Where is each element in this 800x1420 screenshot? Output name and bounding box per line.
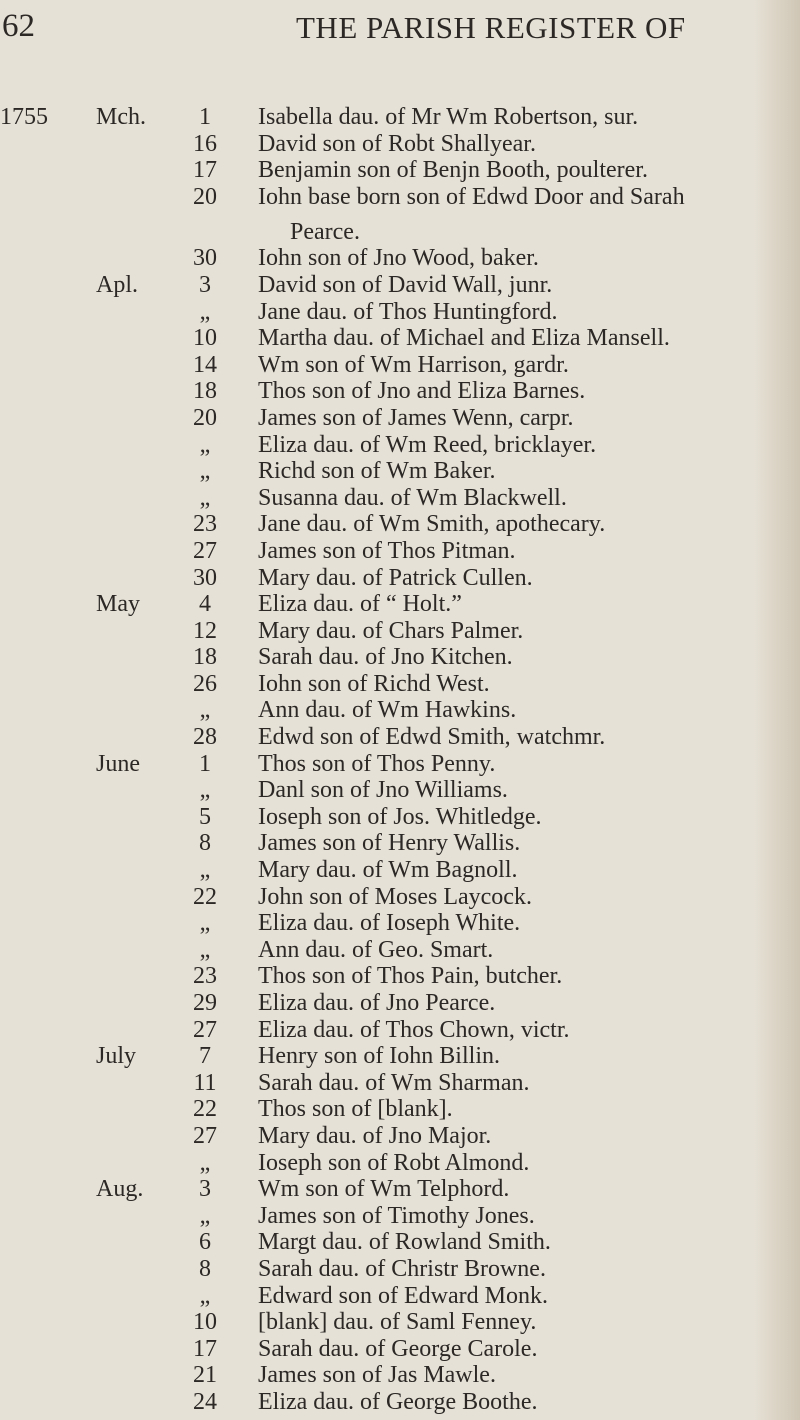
entry-day: 10 [193, 1309, 217, 1336]
register-entry [0, 565, 780, 592]
entry-text: Jane dau. of Thos Huntingford. [258, 298, 558, 325]
entry-day: 18 [193, 644, 217, 671]
entry-text: Susanna dau. of Wm Blackwell. [258, 484, 567, 511]
entry-text: Eliza dau. of “ Holt.” [258, 591, 462, 618]
entry-text: Pearce. [290, 218, 360, 245]
running-title: THE PARISH REGISTER OF [296, 10, 686, 45]
entry-day: 18 [193, 378, 217, 405]
entry-month: Apl. [96, 271, 138, 298]
entry-month: July [96, 1043, 137, 1070]
register-entry [0, 671, 780, 698]
entry-day: 4 [199, 591, 211, 618]
entry-text: Ioseph son of Robt Almond. [258, 1149, 530, 1176]
register-entry [0, 1336, 780, 1363]
register-entry [0, 405, 780, 432]
register-entry [0, 157, 780, 184]
register-entry [0, 1043, 780, 1070]
register-entry [0, 352, 780, 379]
entry-text: Ioseph son of Jos. Whitledge. [258, 803, 542, 830]
register-entry [0, 1309, 780, 1336]
register-entry [0, 485, 780, 512]
register-entry [0, 458, 780, 485]
entry-day: „ [199, 431, 211, 458]
entry-text: Mary dau. of Chars Palmer. [258, 617, 524, 644]
entry-text: James son of Timothy Jones. [258, 1202, 535, 1229]
register-entry [0, 131, 780, 158]
register-entry [0, 618, 780, 645]
entry-day: 1 [199, 104, 211, 130]
entry-month: Mch. [96, 104, 146, 130]
register-entry [0, 830, 780, 857]
entry-text: Martha dau. of Michael and Eliza Mansell. [258, 325, 670, 352]
entry-day: 26 [193, 670, 217, 697]
entry-day: 10 [193, 325, 217, 352]
entry-day: 17 [193, 157, 217, 184]
entry-day: „ [199, 458, 211, 485]
register-entry [0, 538, 780, 565]
entry-text: James son of Henry Wallis. [258, 830, 521, 857]
register-entry [0, 299, 780, 326]
register-entry [0, 777, 780, 804]
entry-day: 12 [193, 617, 217, 644]
entry-day: 22 [193, 883, 217, 910]
entry-day: 27 [193, 537, 217, 564]
entry-day: 22 [193, 1096, 217, 1123]
entry-day: „ [199, 936, 211, 963]
register-entry [0, 751, 780, 778]
entry-text: Danl son of Jno Williams. [258, 777, 508, 804]
entry-text: Richd son of Wm Baker. [258, 458, 496, 485]
entry-text: Jane dau. of Wm Smith, apothecary. [258, 511, 606, 538]
entry-text: Iohn son of Richd West. [258, 670, 490, 697]
register-entry [0, 804, 780, 831]
entry-day: „ [199, 1202, 211, 1229]
entry-text: James son of Jas Mawle. [258, 1362, 496, 1389]
entry-day: 29 [193, 990, 217, 1016]
register-entry [0, 937, 780, 964]
entry-text: Eliza dau. of George Boothe. [258, 1388, 538, 1415]
register-entry [0, 990, 780, 1017]
entry-text: Ann dau. of Wm Hawkins. [258, 697, 517, 724]
entry-day: „ [199, 298, 211, 325]
entry-day: 21 [193, 1362, 217, 1389]
register-entry [0, 325, 780, 352]
entry-text: Thos son of Thos Penny. [258, 750, 496, 777]
register-entry [0, 432, 780, 459]
entry-day: 27 [193, 1016, 217, 1043]
entry-day: 30 [193, 245, 217, 272]
register-entry [0, 644, 780, 671]
entry-day: 30 [193, 564, 217, 591]
register-entry [0, 1096, 780, 1123]
entry-day: „ [199, 1149, 211, 1176]
entry-text: Iohn base born son of Edwd Door and Sarah [258, 183, 685, 210]
entry-text: Margt dau. of Rowland Smith. [258, 1229, 551, 1256]
register-entry [0, 272, 780, 299]
entry-day: 16 [193, 130, 217, 157]
entry-day: 11 [193, 1069, 217, 1096]
entry-day: 23 [193, 511, 217, 538]
entry-text: Benjamin son of Benjn Booth, poulterer. [258, 157, 648, 184]
entry-text: Edwd son of Edwd Smith, watchmr. [258, 724, 606, 751]
entry-day: „ [199, 857, 211, 884]
entry-day: 27 [193, 1122, 217, 1149]
entry-text: James son of James Wenn, carpr. [258, 404, 574, 431]
entry-text: David son of David Wall, junr. [258, 271, 553, 298]
entry-day: 23 [193, 963, 217, 990]
entry-day: 1 [199, 750, 211, 777]
entry-text: James son of Thos Pitman. [258, 537, 516, 564]
entry-day: 7 [199, 1043, 211, 1070]
entry-text: Henry son of Iohn Billin. [258, 1043, 500, 1070]
register-entry [0, 1070, 780, 1097]
entry-day: 3 [199, 271, 211, 298]
entry-text: Edward son of Edward Monk. [258, 1282, 548, 1309]
entry-day: 20 [193, 404, 217, 431]
entry-day: 8 [199, 1255, 211, 1282]
entry-year: 1755 [0, 104, 48, 130]
entry-text: Eliza dau. of Ioseph White. [258, 910, 521, 937]
entry-text: Eliza dau. of Thos Chown, victr. [258, 1016, 570, 1043]
entry-day: 24 [193, 1388, 217, 1415]
register-entries [0, 104, 780, 1416]
entry-day: „ [199, 484, 211, 511]
register-entry [0, 104, 780, 131]
entry-text: Mary dau. of Jno Major. [258, 1122, 492, 1149]
entry-text: [blank] dau. of Saml Fenney. [258, 1309, 537, 1336]
register-entry [0, 1362, 780, 1389]
register-entry [0, 378, 780, 405]
entry-text: Sarah dau. of George Carole. [258, 1335, 538, 1362]
register-entry [0, 1150, 780, 1177]
register-entry [0, 1017, 780, 1044]
register-entry [0, 219, 780, 246]
entry-text: Iohn son of Jno Wood, baker. [258, 245, 539, 272]
entry-text: Thos son of [blank]. [258, 1096, 453, 1123]
entry-day: 8 [199, 830, 211, 857]
register-entry [0, 1389, 780, 1416]
entry-text: John son of Moses Laycock. [258, 883, 532, 910]
register-entry [0, 1229, 780, 1256]
entry-day: „ [199, 1282, 211, 1309]
entry-text: Eliza dau. of Wm Reed, bricklayer. [258, 431, 597, 458]
entry-day: „ [199, 697, 211, 724]
entry-text: Thos son of Jno and Eliza Barnes. [258, 378, 586, 405]
register-entry [0, 184, 780, 219]
entry-text: Isabella dau. of Mr Wm Robertson, sur. [258, 104, 639, 130]
register-entry [0, 857, 780, 884]
register-entry [0, 697, 780, 724]
entry-month: May [96, 591, 140, 618]
register-entry [0, 910, 780, 937]
entry-day: 5 [199, 803, 211, 830]
entry-text: Ann dau. of Geo. Smart. [258, 936, 494, 963]
entry-day: 6 [199, 1229, 211, 1256]
entry-text: David son of Robt Shallyear. [258, 130, 536, 157]
register-entry [0, 1283, 780, 1310]
entry-day: 20 [193, 183, 217, 210]
register-entry [0, 1203, 780, 1230]
register-entry [0, 1256, 780, 1283]
register-entry [0, 884, 780, 911]
entry-day: „ [199, 910, 211, 937]
page-number: 62 [2, 8, 35, 44]
entry-text: Sarah dau. of Jno Kitchen. [258, 644, 513, 671]
register-entry [0, 591, 780, 618]
entry-text: Mary dau. of Wm Bagnoll. [258, 857, 518, 884]
entry-day: 3 [199, 1176, 211, 1203]
register-entry [0, 1176, 780, 1203]
entry-month: June [96, 750, 140, 777]
entry-day: 28 [193, 724, 217, 751]
entry-text: Sarah dau. of Christr Browne. [258, 1255, 546, 1282]
entry-text: Mary dau. of Patrick Cullen. [258, 564, 533, 591]
register-entry [0, 963, 780, 990]
entry-day: 17 [193, 1335, 217, 1362]
entry-day: 14 [193, 351, 217, 378]
entry-text: Thos son of Thos Pain, butcher. [258, 963, 563, 990]
entry-text: Wm son of Wm Harrison, gardr. [258, 351, 569, 378]
register-entry [0, 724, 780, 751]
page-header [0, 8, 800, 68]
entry-month: Aug. [96, 1176, 144, 1203]
register-entry [0, 1123, 780, 1150]
entry-text: Eliza dau. of Jno Pearce. [258, 990, 496, 1016]
entry-text: Sarah dau. of Wm Sharman. [258, 1069, 530, 1096]
register-entry [0, 245, 780, 272]
entry-day: „ [199, 777, 211, 804]
entry-text: Wm son of Wm Telphord. [258, 1176, 510, 1203]
register-entry [0, 511, 780, 538]
